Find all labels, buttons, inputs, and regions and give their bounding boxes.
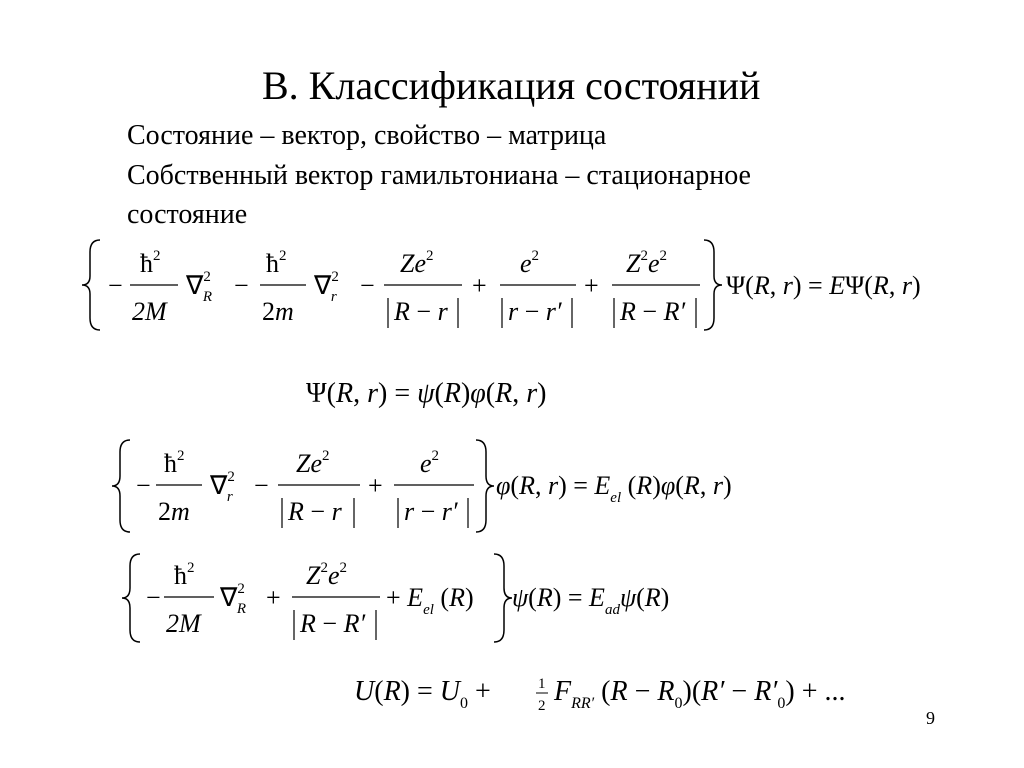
- equation-nuclear: [120, 548, 740, 648]
- svg-text:FRR′ (R − R0)(R′ − R′0) + ...: $F_{RR'}$ $(R - R_0)(R' - R'_0)$ + ...: [554, 676, 846, 712]
- svg-text:r − r′: r − r′: [404, 497, 458, 526]
- equation-electronic: [110, 432, 830, 540]
- svg-text:φ(R, r) = Eel (R)φ(R, r): φ(R, $r) = E_{el}$ (R)φ(R, r): [496, 471, 732, 506]
- svg-text:∇2R: ∇$^2$ R: [220, 581, 247, 617]
- svg-text:−: −: [136, 471, 151, 500]
- svg-text:∇2r: ∇$^2$ r: [314, 269, 339, 305]
- svg-text:e2: $e^2$: [520, 248, 540, 278]
- svg-text:r − r′: r − r′: [508, 297, 562, 326]
- svg-text:Z2e2: $Z^2e^2$: [626, 248, 668, 278]
- slide-title: B. Классификация состояний: [262, 63, 761, 108]
- svg-text:R − R′: R − R′: [620, 297, 686, 326]
- svg-text:ħ2: $ħ^2$: [266, 248, 287, 278]
- equation-potential-expansion: [350, 666, 910, 722]
- svg-text:R − R′: R − R′: [300, 609, 366, 638]
- svg-text:ħ2: $ħ^2$: [164, 448, 185, 478]
- svg-text:Ze2: Ze$^2$: [296, 448, 330, 478]
- svg-text:−: −: [234, 271, 249, 300]
- text-line-2: Собственный вектор гамильтониана – стационарное: [127, 160, 751, 191]
- svg-text:e2: $e^2$: [420, 448, 440, 478]
- svg-text:U(R) = U0 +: $U(R) = U_0$ +: [354, 676, 491, 712]
- svg-text:Z2e2: $Z^2e^2$: [306, 560, 348, 590]
- svg-text:+: +: [266, 583, 281, 612]
- equation-full-hamiltonian: [80, 230, 1000, 340]
- svg-text:Ze2: Ze$^2$: [400, 248, 434, 278]
- svg-text:−: −: [146, 583, 161, 612]
- svg-text:ħ2: $ħ^2$: [140, 248, 161, 278]
- svg-text:2m: 2m: [158, 497, 190, 526]
- page-number: 9: [926, 708, 935, 728]
- text-line-1: Состояние – вектор, свойство – матрица: [127, 120, 607, 151]
- text-line-3: состояние: [127, 199, 248, 230]
- svg-text:−: −: [360, 271, 375, 300]
- svg-text:R − r: R − r: [394, 297, 448, 326]
- svg-text:+ Eel (R): + $E_{el}$ (R): [386, 583, 474, 618]
- svg-text:+: +: [472, 271, 487, 300]
- equation-product-wavefunction: [300, 368, 660, 418]
- svg-text:2: 2: [538, 698, 546, 714]
- svg-text:−: −: [108, 271, 123, 300]
- svg-text:2M: 2M: [132, 297, 167, 326]
- svg-text:1: 1: [538, 676, 546, 692]
- svg-text:+: +: [368, 471, 383, 500]
- svg-text:ħ2: $ħ^2$: [174, 560, 195, 590]
- svg-text:−: −: [254, 471, 269, 500]
- svg-text:2m: 2m: [262, 297, 294, 326]
- svg-text:Ψ(R, r) = EΨ(R, r): Ψ(R, r) = EΨ(R, r): [726, 271, 921, 300]
- svg-text:R − r: R − r: [288, 497, 342, 526]
- svg-text:2M: 2M: [166, 609, 201, 638]
- svg-text:Ψ(R, r) = ψ(R)φ(R, r): Ψ(R, r) = ψ(R)φ(R, r): [306, 378, 547, 409]
- svg-text:+: +: [584, 271, 599, 300]
- svg-text:ψ(R) = Eadψ(R): $\psi(R) = E_{ad}\psi(R)$: [512, 583, 670, 618]
- svg-text:∇2r: ∇$^2$ r: [210, 469, 235, 505]
- svg-text:∇2R: ∇$^2$ R: [186, 269, 213, 305]
